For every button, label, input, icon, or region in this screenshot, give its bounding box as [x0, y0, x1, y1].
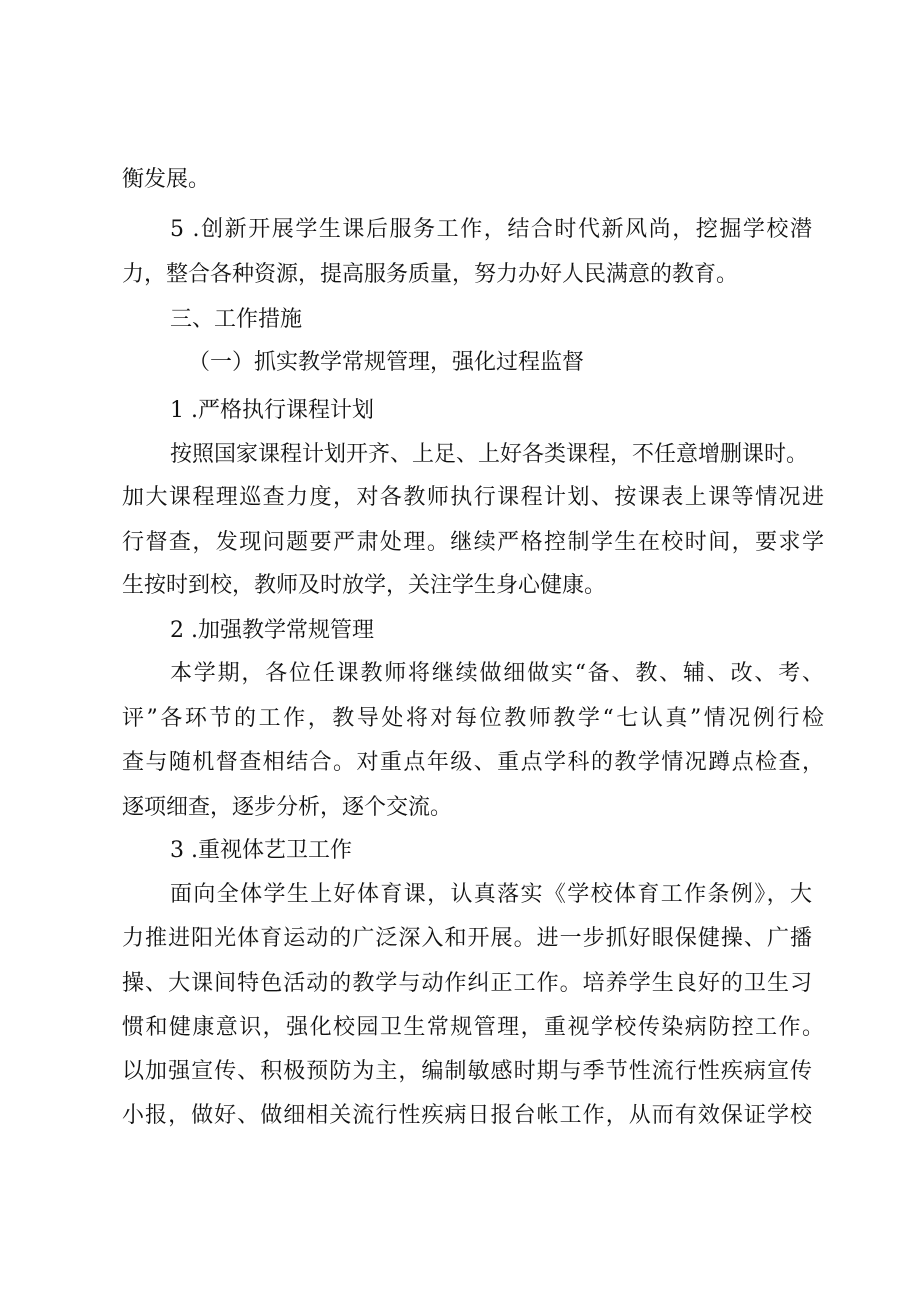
item-heading: 2 .加强教学常规管理 [170, 618, 374, 643]
paragraph-line: 按照国家课程计划开齐、上足、上好各类课程，不任意增删课时。 [170, 442, 809, 467]
paragraph-line: 行督查，发现问题要严肃处理。继续严格控制学生在校时间，要求学 [122, 530, 824, 555]
paragraph-line: 以加强宣传、积极预防为主，编制敏感时期与季节性流行性疾病宣传 [122, 1059, 812, 1084]
item-heading: 1 .严格执行课程计划 [170, 398, 374, 423]
paragraph-line: 逐项细查，逐步分析，逐个交流。 [122, 795, 453, 820]
section-heading: 三、工作措施 [170, 307, 303, 332]
paragraph-line: 衡发展。 [122, 167, 211, 192]
paragraph-line: 惯和健康意识，强化校园卫生常规管理，重视学校传染病防控工作。 [122, 1015, 824, 1040]
paragraph-line: 生按时到校，教师及时放学，关注学生身心健康。 [122, 573, 607, 598]
paragraph-line: 力推进阳光体育运动的广泛深入和开展。进一步抓好眼保健操、广播 [122, 926, 812, 951]
paragraph-line: 面向全体学生上好体育课，认真落实《学校体育工作条例》，大 [170, 882, 812, 907]
paragraph-line: 小报，做好、做细相关流行性疾病日报台帐工作，从而有效保证学校 [122, 1103, 812, 1128]
paragraph-line: 操、大课间特色活动的教学与动作纠正工作。培养学生良好的卫生习 [122, 971, 812, 996]
paragraph-line: 力，整合各种资源，提高服务质量，努力办好人民满意的教育。 [122, 262, 739, 287]
paragraph-line: 评”各环节的工作，教导处将对每位教师教学“七认真”情况例行检 [122, 706, 824, 731]
paragraph-line: 5 .创新开展学生课后服务工作，结合时代新风尚，挖掘学校潜 [170, 217, 812, 242]
item-heading: 3 .重视体艺卫工作 [170, 838, 352, 863]
paragraph-line: 查与随机督查相结合。对重点年级、重点学科的教学情况蹲点检查， [122, 750, 824, 775]
paragraph-line: 本学期，各位任课教师将继续做细做实“备、教、辅、改、考、 [170, 661, 824, 686]
subsection-heading: （一）抓实教学常规管理，强化过程监督 [188, 350, 585, 375]
paragraph-line: 加大课程理巡查力度，对各教师执行课程计划、按课表上课等情况进 [122, 485, 824, 510]
